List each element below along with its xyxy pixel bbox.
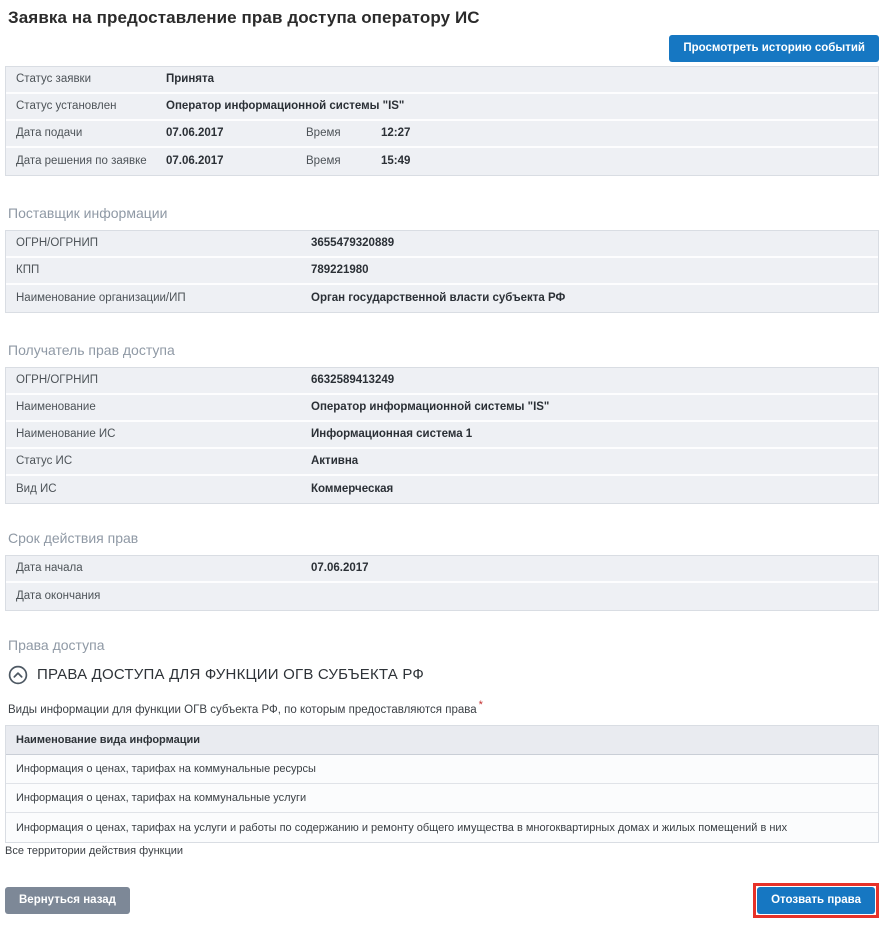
table-row (6, 121, 878, 148)
table-row (6, 285, 878, 312)
top-actions (0, 35, 879, 62)
field-label: Дата окончания (16, 590, 101, 603)
field-value: Коммерческая (311, 483, 394, 496)
field-value: Оператор информационной системы "IS" (311, 401, 550, 414)
field-value: 07.06.2017 (311, 562, 369, 575)
info-types-label (8, 699, 884, 716)
recipient-table (5, 367, 879, 504)
application-page (0, 8, 884, 918)
field-value: 07.06.2017 (166, 155, 224, 168)
field-value: 3655479320889 (311, 237, 395, 250)
provider-table (5, 230, 879, 313)
section-heading-access-rights: Права доступа (8, 636, 105, 653)
page-title: Заявка на предоставление прав доступа оператору ИС (8, 8, 480, 27)
table-row (6, 148, 878, 175)
table-row (6, 422, 878, 449)
info-types-label-text: Виды информации для функции ОГВ субъекта РФ, по которым предоставляются права (8, 703, 477, 716)
annotation-highlight (753, 883, 879, 918)
section-heading-validity: Срок действия прав (8, 529, 139, 546)
field-label: КПП (16, 264, 40, 277)
revoke-rights-button[interactable]: Отозвать права (757, 887, 875, 914)
field-value: 789221980 (311, 264, 369, 277)
table-row (6, 476, 878, 503)
table-row (6, 449, 878, 476)
time-value: 12:27 (381, 127, 411, 140)
field-label: Вид ИС (16, 483, 57, 496)
table-row (6, 395, 878, 422)
table-row (6, 258, 878, 285)
table-row: Информация о ценах, тарифах на коммунальные ресурсы (6, 755, 878, 784)
field-label: Статус заявки (16, 73, 92, 86)
info-types-table (5, 725, 879, 843)
chevron-up-circle-icon[interactable] (8, 665, 28, 685)
field-label: Наименование (16, 401, 96, 414)
field-value: Принята (166, 73, 215, 86)
table-row (6, 368, 878, 395)
field-value: 6632589413249 (311, 374, 395, 387)
table-row: Информация о ценах, тарифах на коммунальные услуги (6, 784, 878, 813)
field-label: ОГРН/ОГРНИП (16, 374, 99, 387)
table-row: Информация о ценах, тарифах на услуги и работы по содержанию и ремонту общего имущества в многоквартирных домах и жилых помещений в них (6, 813, 878, 842)
territories-note: Все территории действия функции (5, 845, 184, 858)
back-button[interactable]: Вернуться назад (5, 887, 130, 914)
time-label: Время (306, 155, 341, 168)
field-value: Оператор информационной системы "IS" (166, 100, 405, 113)
time-label: Время (306, 127, 341, 140)
time-value: 15:49 (381, 155, 411, 168)
field-label: Наименование ИС (16, 428, 116, 441)
field-label: Наименование организации/ИП (16, 292, 186, 305)
validity-table (5, 555, 879, 611)
table-row (6, 231, 878, 258)
table-row (6, 67, 878, 94)
status-table (5, 66, 879, 176)
table-row (6, 94, 878, 121)
required-asterisk: * (478, 698, 483, 711)
field-value: 07.06.2017 (166, 127, 224, 140)
field-value: Активна (311, 455, 359, 468)
field-label: Дата начала (16, 562, 83, 575)
field-label: Дата решения по заявке (16, 155, 147, 168)
field-label: Дата подачи (16, 127, 83, 140)
field-label: Статус ИС (16, 455, 73, 468)
table-row (6, 583, 878, 610)
section-heading-provider: Поставщик информации (8, 204, 168, 221)
section-heading-recipient: Получатель прав доступа (8, 341, 175, 358)
field-value: Орган государственной власти субъекта РФ (311, 292, 566, 305)
footer-actions (5, 883, 879, 918)
field-label: ОГРН/ОГРНИП (16, 237, 99, 250)
types-table-header: Наименование вида информации (6, 726, 878, 755)
view-history-button[interactable]: Просмотреть историю событий (669, 35, 879, 62)
table-row (6, 556, 878, 583)
field-value: Информационная система 1 (311, 428, 473, 441)
expander-title: ПРАВА ДОСТУПА ДЛЯ ФУНКЦИИ ОГВ СУБЪЕКТА РФ (37, 666, 424, 684)
access-rights-expander[interactable] (8, 665, 884, 685)
field-label: Статус установлен (16, 100, 117, 113)
